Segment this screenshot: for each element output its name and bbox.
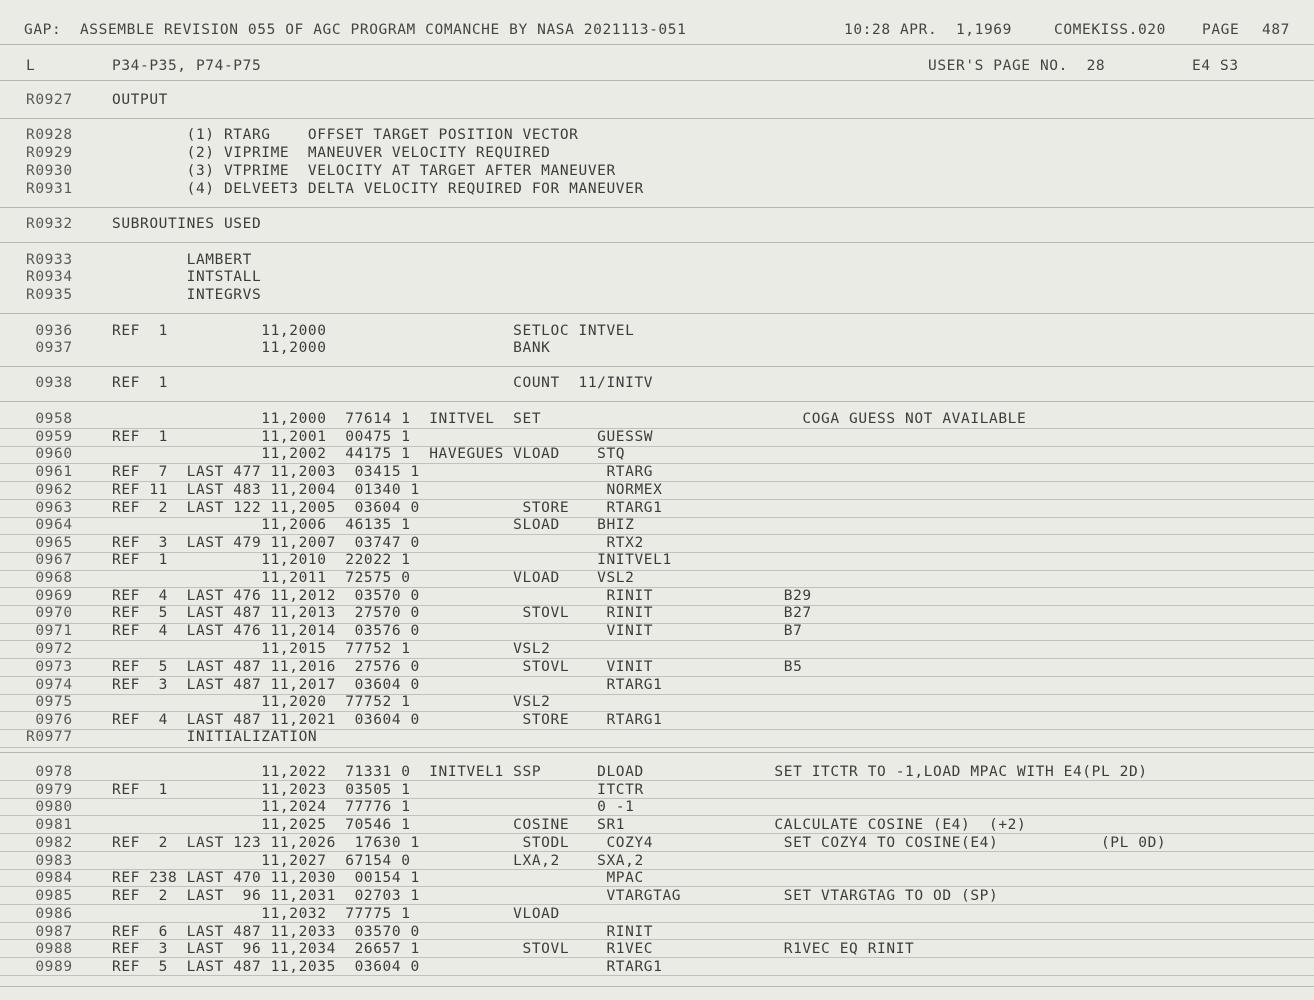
line-text: REF 2 LAST 123 11,2026 17630 1 STODL COZY4 SET COZY4 TO COSINE(E4) (PL 0D) bbox=[112, 835, 1167, 851]
line-text: REF 11 LAST 483 11,2004 01340 1 NORMEX bbox=[112, 482, 663, 498]
ruled-line bbox=[0, 886, 1314, 887]
ruled-line bbox=[0, 242, 1314, 243]
line-sequence-number: 0976 bbox=[26, 712, 73, 728]
line-text: (4) DELVEET3 DELTA VELOCITY REQUIRED FOR MANEUVER bbox=[112, 181, 644, 197]
line-sequence-number: 0981 bbox=[26, 817, 73, 833]
line-sequence-number: R0932 bbox=[26, 216, 73, 232]
line-sequence-number: 0985 bbox=[26, 888, 73, 904]
line-sequence-number: R0928 bbox=[26, 127, 73, 143]
line-text: REF 2 LAST 96 11,2031 02703 1 VTARGTAG SET VTARGTAG TO OD (SP) bbox=[112, 888, 999, 904]
line-sequence-number: R0929 bbox=[26, 145, 73, 161]
line-text: 11,2006 46135 1 SLOAD BHIZ bbox=[112, 517, 635, 533]
ruled-line bbox=[0, 986, 1314, 987]
line-text: REF 7 LAST 477 11,2003 03415 1 RTARG bbox=[112, 464, 654, 480]
line-text: (1) RTARG OFFSET TARGET POSITION VECTOR bbox=[112, 127, 579, 143]
line-text: SUBROUTINES USED bbox=[112, 216, 262, 232]
listing-timestamp: 10:28 APR. 1,1969 bbox=[844, 22, 1012, 38]
line-text: REF 1 COUNT 11/INITV bbox=[112, 375, 654, 391]
ruled-line bbox=[0, 975, 1314, 976]
line-sequence-number: 0983 bbox=[26, 853, 73, 869]
line-sequence-number: R0931 bbox=[26, 181, 73, 197]
line-sequence-number: 0986 bbox=[26, 906, 73, 922]
line-sequence-number: 0938 bbox=[26, 375, 73, 391]
ruled-line bbox=[0, 747, 1314, 748]
line-text: REF 5 LAST 487 11,2035 03604 0 RTARG1 bbox=[112, 959, 663, 975]
line-sequence-number: 0987 bbox=[26, 924, 73, 940]
line-sequence-number: 0979 bbox=[26, 782, 73, 798]
line-sequence-number: 0984 bbox=[26, 870, 73, 886]
line-sequence-number: 0958 bbox=[26, 411, 73, 427]
line-text: 11,2025 70546 1 COSINE SR1 CALCULATE COSINE (E4) (+2) bbox=[112, 817, 1027, 833]
line-text: REF 4 LAST 476 11,2012 03570 0 RINIT B29 bbox=[112, 588, 812, 604]
line-text: REF 3 LAST 479 11,2007 03747 0 RTX2 bbox=[112, 535, 644, 551]
line-sequence-number: 0959 bbox=[26, 429, 73, 445]
ruled-line bbox=[0, 80, 1314, 81]
line-text: REF 5 LAST 487 11,2013 27570 0 STOVL RINIT B27 bbox=[112, 605, 812, 621]
line-sequence-number: 0980 bbox=[26, 799, 73, 815]
ruled-line bbox=[0, 366, 1314, 367]
ruled-line bbox=[0, 904, 1314, 905]
ruled-line bbox=[0, 401, 1314, 402]
line-text: REF 6 LAST 487 11,2033 03570 0 RINIT bbox=[112, 924, 654, 940]
line-sequence-number: 0964 bbox=[26, 517, 73, 533]
line-sequence-number: R0933 bbox=[26, 252, 73, 268]
line-sequence-number: R0977 bbox=[26, 729, 73, 745]
ruled-line bbox=[0, 957, 1314, 958]
line-text: LAMBERT bbox=[112, 252, 252, 268]
line-text: 11,2000 77614 1 INITVEL SET COGA GUESS NOT AVAILABLE bbox=[112, 411, 1027, 427]
line-text: 11,2027 67154 0 LXA,2 SXA,2 bbox=[112, 853, 644, 869]
line-sequence-number: 0967 bbox=[26, 552, 73, 568]
line-text: INTSTALL bbox=[112, 269, 262, 285]
ruled-line bbox=[0, 118, 1314, 119]
line-text: REF 238 LAST 470 11,2030 00154 1 MPAC bbox=[112, 870, 644, 886]
ruled-line bbox=[0, 815, 1314, 816]
line-text: 11,2002 44175 1 HAVEGUES VLOAD STQ bbox=[112, 446, 626, 462]
line-sequence-number: R0927 bbox=[26, 92, 73, 108]
ruled-line bbox=[0, 752, 1314, 753]
line-text: REF 1 11,2001 00475 1 GUESSW bbox=[112, 429, 654, 445]
line-sequence-number: 0989 bbox=[26, 959, 73, 975]
line-text: REF 5 LAST 487 11,2016 27576 0 STOVL VINIT B5 bbox=[112, 659, 803, 675]
line-text: 11,2032 77775 1 VLOAD bbox=[112, 906, 560, 922]
ruled-line bbox=[0, 922, 1314, 923]
ruled-line bbox=[0, 833, 1314, 834]
line-text: (2) VIPRIME MANEUVER VELOCITY REQUIRED bbox=[112, 145, 551, 161]
line-text: REF 3 LAST 487 11,2017 03604 0 RTARG1 bbox=[112, 677, 663, 693]
line-text: REF 1 11,2010 22022 1 INITVEL1 bbox=[112, 552, 672, 568]
user-page-number: USER'S PAGE NO. 28 bbox=[928, 58, 1106, 74]
line-sequence-number: 0963 bbox=[26, 500, 73, 516]
job-name: COMEKISS.020 bbox=[1054, 22, 1166, 38]
line-text: REF 3 LAST 96 11,2034 26657 1 STOVL R1VEC R1VEC EQ RINIT bbox=[112, 941, 915, 957]
line-text: OUTPUT bbox=[112, 92, 168, 108]
line-sequence-number: 0962 bbox=[26, 482, 73, 498]
line-text: 11,2024 77776 1 0 -1 bbox=[112, 799, 635, 815]
line-text: REF 1 11,2000 SETLOC INTVEL bbox=[112, 323, 635, 339]
line-text: INITIALIZATION bbox=[112, 729, 318, 745]
listing-title: GAP: ASSEMBLE REVISION 055 OF AGC PROGRAM COMANCHE BY NASA 2021113-051 bbox=[24, 22, 687, 38]
line-sequence-number: 0936 bbox=[26, 323, 73, 339]
line-sequence-number: 0972 bbox=[26, 641, 73, 657]
page-number: 487 bbox=[1262, 22, 1290, 38]
line-sequence-number: 0973 bbox=[26, 659, 73, 675]
line-text: 11,2000 BANK bbox=[112, 340, 551, 356]
line-sequence-number: 0961 bbox=[26, 464, 73, 480]
section-code: E4 S3 bbox=[1192, 58, 1239, 74]
line-text: REF 4 LAST 476 11,2014 03576 0 VINIT B7 bbox=[112, 623, 803, 639]
line-text: INTEGRVS bbox=[112, 287, 262, 303]
line-text: REF 4 LAST 487 11,2021 03604 0 STORE RTARG1 bbox=[112, 712, 663, 728]
section-name: P34-P35, P74-P75 bbox=[112, 58, 262, 74]
line-sequence-number: R0934 bbox=[26, 269, 73, 285]
line-sequence-number: 0988 bbox=[26, 941, 73, 957]
line-sequence-number: R0935 bbox=[26, 287, 73, 303]
line-sequence-number: 0971 bbox=[26, 623, 73, 639]
ruled-line bbox=[0, 851, 1314, 852]
line-sequence-number: 0982 bbox=[26, 835, 73, 851]
ruled-line bbox=[0, 207, 1314, 208]
line-text: REF 2 LAST 122 11,2005 03604 0 STORE RTARG1 bbox=[112, 500, 663, 516]
line-sequence-number: 0965 bbox=[26, 535, 73, 551]
line-sequence-number: 0960 bbox=[26, 446, 73, 462]
line-sequence-number: 0937 bbox=[26, 340, 73, 356]
line-sequence-number: 0975 bbox=[26, 694, 73, 710]
ruled-line bbox=[0, 780, 1314, 781]
line-text: REF 1 11,2023 03505 1 ITCTR bbox=[112, 782, 644, 798]
line-sequence-number: 0974 bbox=[26, 677, 73, 693]
line-sequence-number: 0978 bbox=[26, 764, 73, 780]
line-sequence-number: 0969 bbox=[26, 588, 73, 604]
line-text: 11,2020 77752 1 VSL2 bbox=[112, 694, 551, 710]
page-label: PAGE bbox=[1202, 22, 1240, 38]
line-sequence-number: 0968 bbox=[26, 570, 73, 586]
ruled-line bbox=[0, 313, 1314, 314]
ruled-line bbox=[0, 44, 1314, 45]
line-text: 11,2015 77752 1 VSL2 bbox=[112, 641, 551, 657]
line-sequence-number: R0930 bbox=[26, 163, 73, 179]
line-text: 11,2011 72575 0 VLOAD VSL2 bbox=[112, 570, 635, 586]
subheader-col1: L bbox=[26, 58, 36, 74]
line-sequence-number: 0970 bbox=[26, 605, 73, 621]
line-text: 11,2022 71331 0 INITVEL1 SSP DLOAD SET ITCTR TO -1,LOAD MPAC WITH E4(PL 2D) bbox=[112, 764, 1148, 780]
line-text: (3) VTPRIME VELOCITY AT TARGET AFTER MANEUVER bbox=[112, 163, 616, 179]
